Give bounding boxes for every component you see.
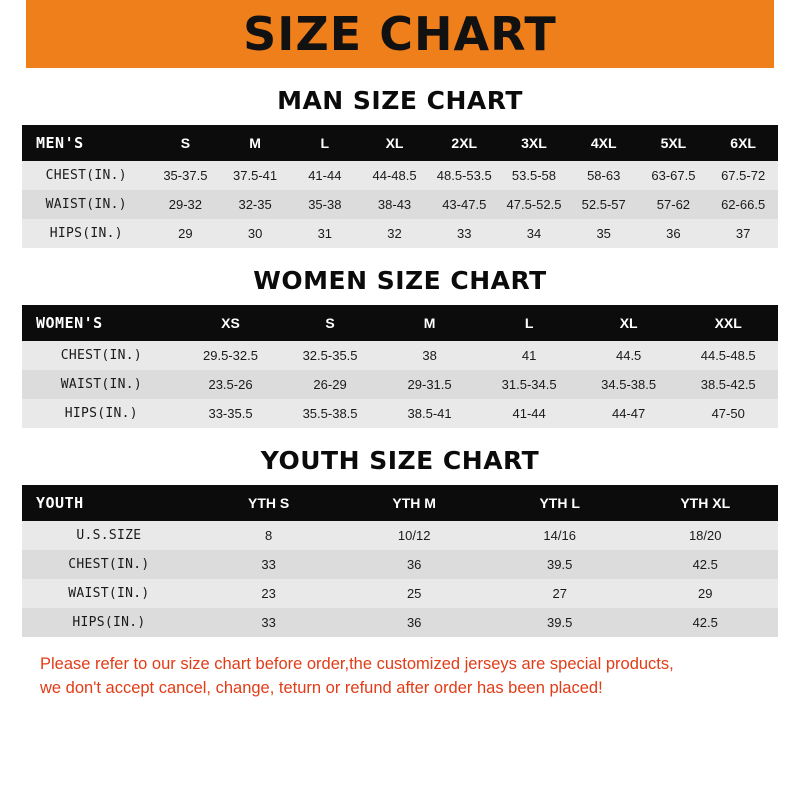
table-cell: 62-66.5 (708, 190, 778, 219)
col-header: XL (360, 125, 430, 161)
table-cell: 33-35.5 (181, 399, 281, 428)
table-cell: 36 (639, 219, 709, 248)
table-row (22, 608, 778, 637)
table-cell: 58-63 (569, 161, 639, 190)
col-header: YTH S (196, 485, 342, 521)
table-cell: 29-32 (151, 190, 221, 219)
table-cell: 35-38 (290, 190, 360, 219)
col-header: 4XL (569, 125, 639, 161)
table-cell: 44-48.5 (360, 161, 430, 190)
col-header: XXL (678, 305, 778, 341)
col-header: WOMEN'S (22, 305, 181, 341)
row-header: CHEST(IN.) (22, 550, 196, 579)
table-cell: 38 (380, 341, 480, 370)
women-size-table (22, 305, 778, 428)
col-header: YOUTH (22, 485, 196, 521)
table-cell: 26-29 (280, 370, 380, 399)
women-section-title: WOMEN SIZE CHART (253, 266, 547, 295)
table-cell: 23 (196, 579, 342, 608)
table-cell: 36 (341, 550, 487, 579)
table-header-row (22, 125, 778, 161)
table-cell: 53.5-58 (499, 161, 569, 190)
table-cell: 33 (429, 219, 499, 248)
table-cell: 57-62 (639, 190, 709, 219)
table-cell: 36 (341, 608, 487, 637)
table-cell: 34.5-38.5 (579, 370, 679, 399)
table-row (22, 190, 778, 219)
table-cell: 35-37.5 (151, 161, 221, 190)
table-cell: 39.5 (487, 550, 633, 579)
table-cell: 29 (151, 219, 221, 248)
banner-notch-left (0, 0, 26, 68)
col-header: 6XL (708, 125, 778, 161)
col-header: 3XL (499, 125, 569, 161)
col-header: L (290, 125, 360, 161)
table-cell: 29-31.5 (380, 370, 480, 399)
col-header: S (280, 305, 380, 341)
table-cell: 31 (290, 219, 360, 248)
table-cell: 33 (196, 608, 342, 637)
table-cell: 44-47 (579, 399, 679, 428)
table-cell: 39.5 (487, 608, 633, 637)
table-cell: 38-43 (360, 190, 430, 219)
row-header: CHEST(IN.) (22, 161, 151, 190)
table-cell: 32-35 (220, 190, 290, 219)
table-row (22, 219, 778, 248)
col-header: M (220, 125, 290, 161)
table-cell: 23.5-26 (181, 370, 281, 399)
table-row (22, 550, 778, 579)
table-cell: 37 (708, 219, 778, 248)
footer-note-line1: Please refer to our size chart before order,the customized jerseys are special products, (40, 655, 674, 673)
row-header: WAIST(IN.) (22, 370, 181, 399)
table-cell: 32.5-35.5 (280, 341, 380, 370)
table-cell: 42.5 (632, 550, 778, 579)
table-cell: 38.5-41 (380, 399, 480, 428)
col-header: XS (181, 305, 281, 341)
col-header: MEN'S (22, 125, 151, 161)
col-header: YTH L (487, 485, 633, 521)
col-header: M (380, 305, 480, 341)
table-cell: 44.5 (579, 341, 679, 370)
table-row (22, 521, 778, 550)
page-title: SIZE CHART (243, 7, 557, 61)
col-header: YTH M (341, 485, 487, 521)
col-header: L (479, 305, 579, 341)
col-header: 2XL (429, 125, 499, 161)
table-cell: 42.5 (632, 608, 778, 637)
youth-section-title: YOUTH SIZE CHART (260, 446, 540, 475)
table-cell: 30 (220, 219, 290, 248)
table-cell: 8 (196, 521, 342, 550)
col-header: XL (579, 305, 679, 341)
row-header: WAIST(IN.) (22, 190, 151, 219)
table-row (22, 370, 778, 399)
men-section-title: MAN SIZE CHART (277, 86, 523, 115)
table-cell: 48.5-53.5 (429, 161, 499, 190)
youth-size-table (22, 485, 778, 637)
table-header-row (22, 485, 778, 521)
table-cell: 43-47.5 (429, 190, 499, 219)
table-header-row (22, 305, 778, 341)
banner-notch-right (774, 0, 800, 68)
table-cell: 33 (196, 550, 342, 579)
table-cell: 47.5-52.5 (499, 190, 569, 219)
col-header: 5XL (639, 125, 709, 161)
table-cell: 41-44 (479, 399, 579, 428)
table-cell: 31.5-34.5 (479, 370, 579, 399)
table-row (22, 161, 778, 190)
table-cell: 27 (487, 579, 633, 608)
row-header: HIPS(IN.) (22, 219, 151, 248)
header-banner (0, 0, 800, 68)
row-header: CHEST(IN.) (22, 341, 181, 370)
table-cell: 47-50 (678, 399, 778, 428)
table-cell: 35 (569, 219, 639, 248)
table-row (22, 579, 778, 608)
table-cell: 44.5-48.5 (678, 341, 778, 370)
table-cell: 29.5-32.5 (181, 341, 281, 370)
content (0, 86, 800, 701)
footer-note-line2: we don't accept cancel, change, teturn or refund after order has been placed! (40, 678, 603, 697)
table-cell: 63-67.5 (639, 161, 709, 190)
table-cell: 18/20 (632, 521, 778, 550)
table-cell: 52.5-57 (569, 190, 639, 219)
row-header: WAIST(IN.) (22, 579, 196, 608)
table-cell: 32 (360, 219, 430, 248)
table-cell: 29 (632, 579, 778, 608)
table-cell: 41 (479, 341, 579, 370)
col-header: YTH XL (632, 485, 778, 521)
table-cell: 38.5-42.5 (678, 370, 778, 399)
table-cell: 35.5-38.5 (280, 399, 380, 428)
footer-note (22, 653, 778, 701)
table-cell: 14/16 (487, 521, 633, 550)
table-cell: 41-44 (290, 161, 360, 190)
table-cell: 25 (341, 579, 487, 608)
col-header: S (151, 125, 221, 161)
table-cell: 67.5-72 (708, 161, 778, 190)
table-cell: 34 (499, 219, 569, 248)
row-header: U.S.SIZE (22, 521, 196, 550)
row-header: HIPS(IN.) (22, 399, 181, 428)
table-cell: 10/12 (341, 521, 487, 550)
men-size-table (22, 125, 778, 248)
row-header: HIPS(IN.) (22, 608, 196, 637)
table-cell: 37.5-41 (220, 161, 290, 190)
table-row (22, 341, 778, 370)
table-row (22, 399, 778, 428)
